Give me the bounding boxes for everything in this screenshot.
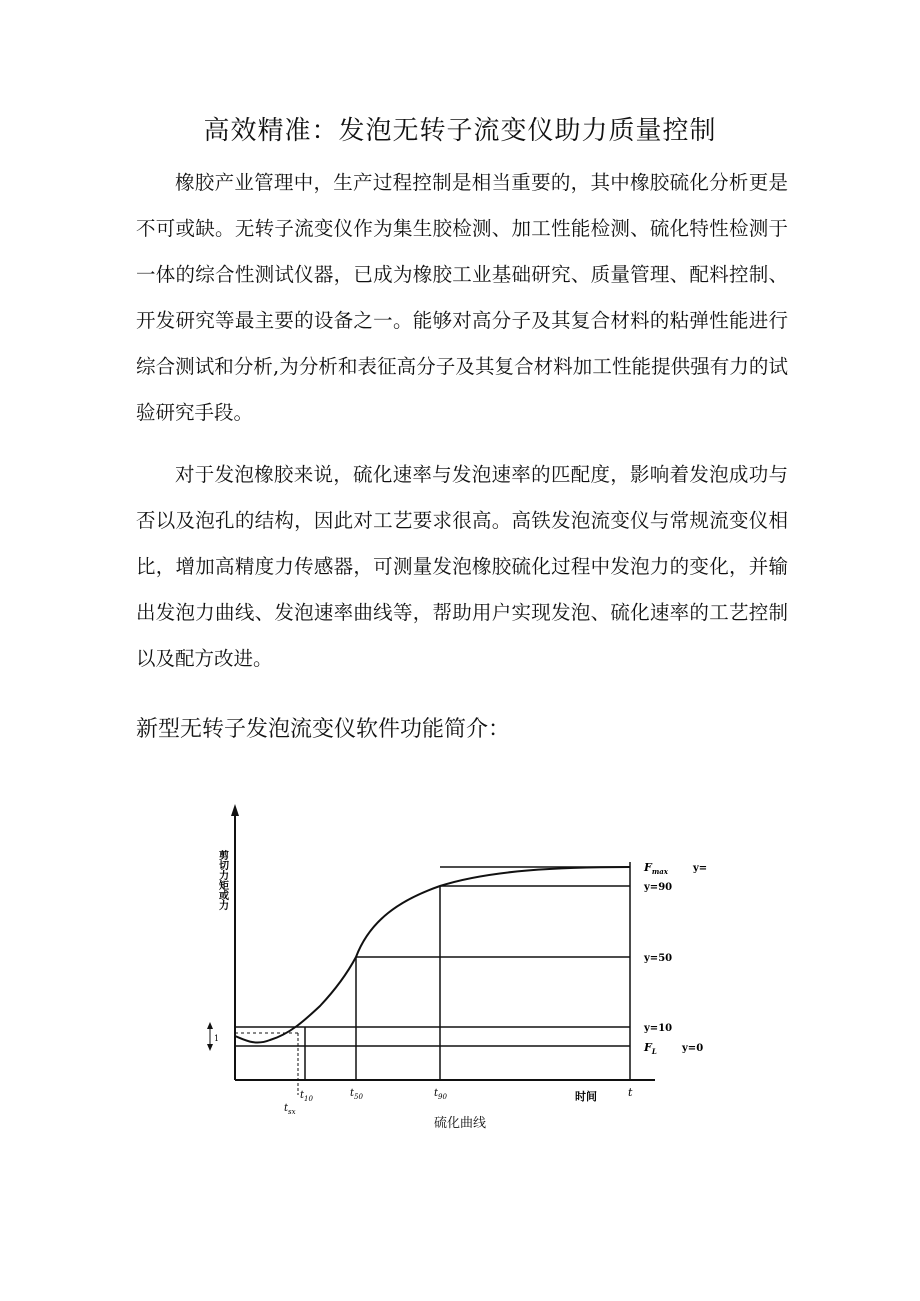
bracket-up-arrow-icon [207, 1022, 213, 1029]
section-heading: 新型无转子发泡流变仪软件功能简介： [136, 717, 511, 742]
x-axis-label: 时间 [575, 1090, 597, 1103]
bracket-down-arrow-icon [207, 1044, 213, 1051]
y-axis-arrow-icon [231, 804, 239, 816]
label-t10: $t_{10}$ [300, 1090, 313, 1103]
label-y0: y=0 [682, 1043, 704, 1054]
label-fl: $F_L$ [644, 1041, 657, 1056]
label-fmax-y: y= [693, 863, 708, 874]
paragraph-foam: 对于发泡橡胶来说，硫化速率与发泡速率的匹配度，影响着发泡成功与否以及泡孔的结构，因此对工艺要求很高。高铁发泡流变仪与常规流变仪相比，增加高精度力传感器，可测量发泡橡胶硫化过程中发泡力的变化，并输出发泡力曲线、发泡速率曲线等，帮助用户实现发泡、硫化速率的工艺控制以及配方改进。 [136, 463, 788, 670]
figure-caption: 硫化曲线 [433, 1116, 486, 1131]
x-axis-symbol: t [628, 1086, 633, 1099]
label-y90: y=90 [644, 882, 673, 893]
left-marker-label: 1 [214, 1034, 220, 1043]
label-t50: $t_{50}$ [350, 1088, 363, 1101]
label-t90: $t_{90}$ [434, 1088, 447, 1101]
paragraph-intro: 橡胶产业管理中，生产过程控制是相当重要的，其中橡胶硫化分析更是不可或缺。无转子流变仪作为集生胶检测、加工性能检测、硫化特性检测于一体的综合性测试仪器，已成为橡胶工业基础研究、质量管理、配料控制、开发研究等最主要的设备之一。能够对高分子及其复合材料的粘弹性能进行综合测试和分析,为分析和表征高分子及其复合材料加工性能提供强有力的试验研究手段。 [136, 171, 788, 424]
label-tsx: $t_{sx}$ [284, 1103, 296, 1116]
cure-curve-figure [200, 800, 720, 1125]
page-title: 高效精准：发泡无转子流变仪助力质量控制 [203, 116, 717, 146]
label-fmax: $F_{max}$ [644, 861, 668, 876]
y-axis-label: 剪切力矩或力 [216, 850, 228, 910]
cure-curve-line [235, 867, 630, 1043]
cure-curve-chart [200, 800, 720, 1125]
label-y10: y=10 [644, 1023, 673, 1034]
label-y50: y=50 [644, 953, 673, 964]
